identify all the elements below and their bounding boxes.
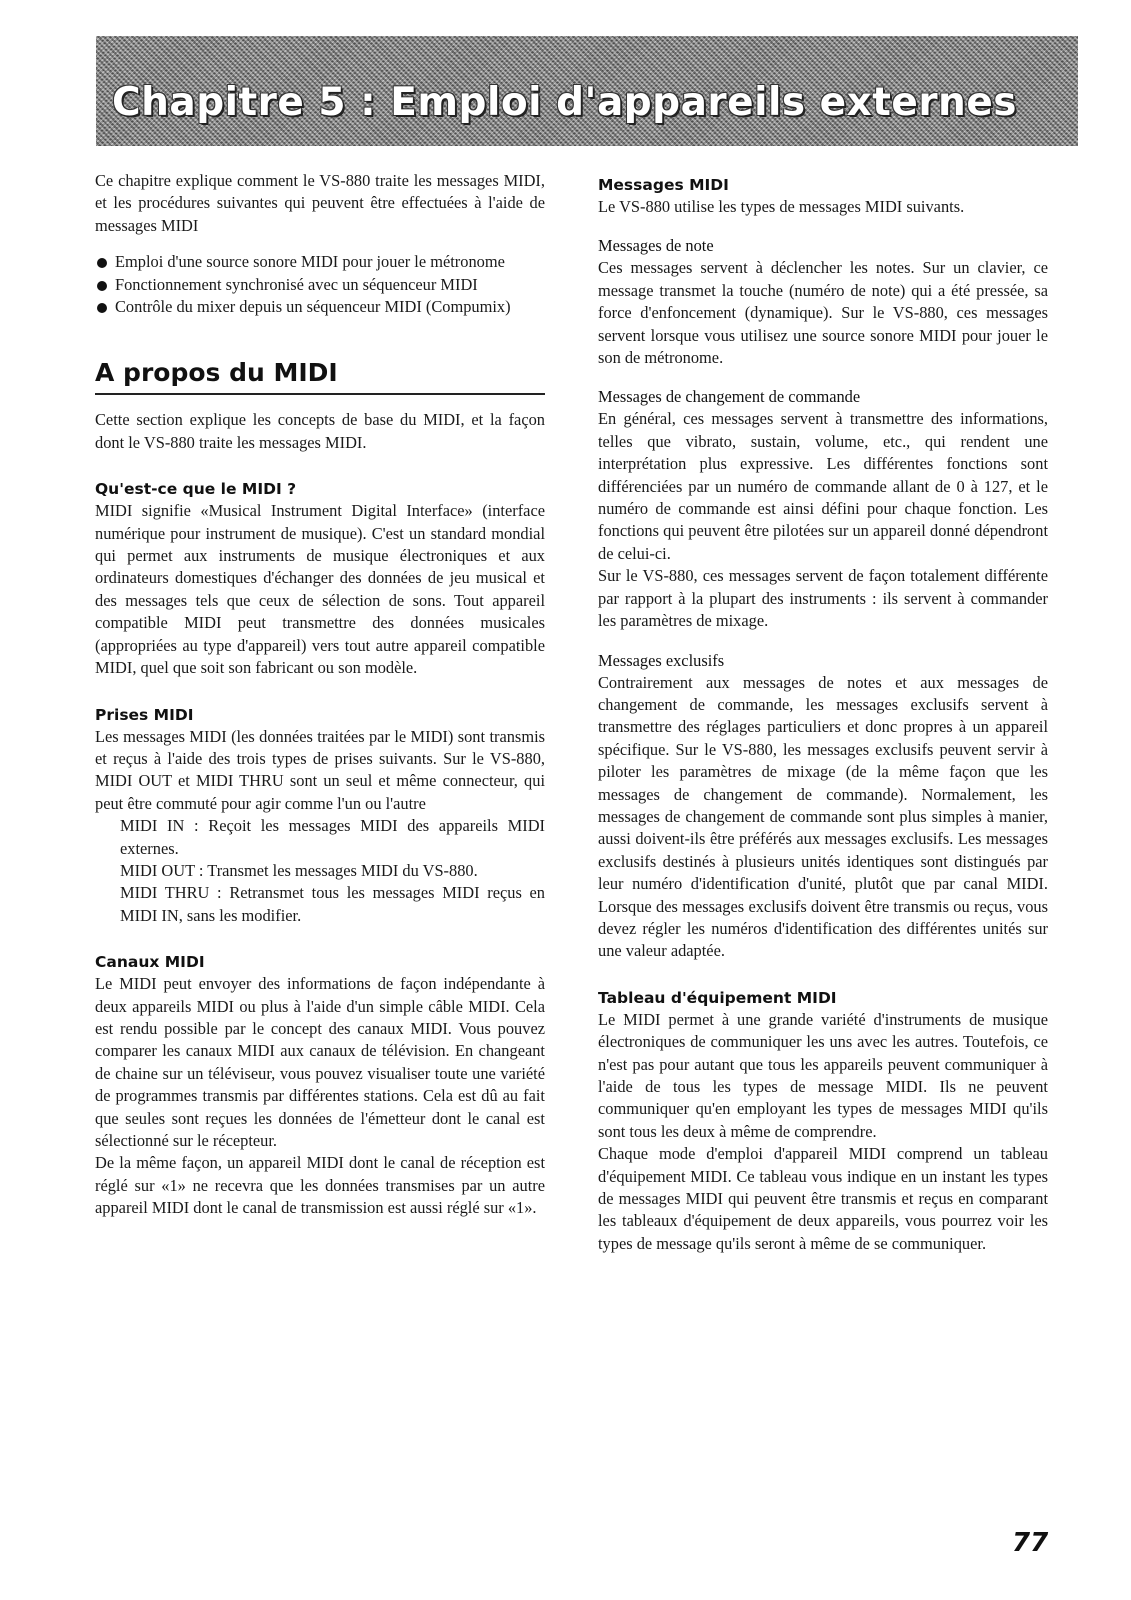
what-is-midi-block (95, 480, 545, 679)
bullet-icon (97, 281, 107, 291)
midi-channels-block (95, 953, 545, 1219)
bullet-item: Contrôle du mixer depuis un séquenceur MIDI (Compumix) (95, 296, 545, 318)
midi-out-item: MIDI OUT : Transmet les messages MIDI du VS-880. (120, 860, 478, 880)
intro-bullet-list (95, 251, 545, 318)
note-messages-block (598, 236, 1048, 369)
implementation-chart-paragraph: Le MIDI permet à une grande variété d'instruments de musique électroniques de communiquer les uns avec les autres. Toutefois, ce n'est pas pour autant que tous les appareils peuvent communiquer à l'aide de tous les types de message MIDI. Ils ne peuvent communiquer qu'en employant les types de messages MIDI qu'ils sont tous les deux à même de comprendre. (598, 1009, 1048, 1141)
what-is-midi-heading: Qu'est-ce que le MIDI ? (95, 480, 297, 499)
control-change-paragraph: Sur le VS-880, ces messages servent de façon totalement différente par rapport à la plupart des instruments : ils servent à commander les paramètres de mixage. (598, 566, 1048, 631)
left-column (95, 170, 545, 1246)
control-change-heading: Messages de changement de commande (598, 387, 861, 407)
bullet-icon (97, 258, 107, 268)
exclusive-messages-block (598, 651, 1048, 963)
midi-ports-block (95, 706, 545, 928)
right-column (598, 176, 1048, 1281)
midi-channels-paragraph: Le MIDI peut envoyer des informations de façon indépendante à deux appareils MIDI ou plus à l'aide d'un simple câble MIDI. Cela est rendu possible par le concept des canaux MIDI. Vous pouvez comparer les canaux MIDI aux canaux de télévision. En changeant de chaine sur un téléviseur, vous pouvez visualiser toute une variété de programmes transmis par différentes stations. Cela est dû au fait que seules sont reçues les données de l'émetteur dont le canal est sélectionné sur le récepteur. (95, 974, 545, 1150)
midi-channels-heading: Canaux MIDI (95, 953, 205, 972)
implementation-chart-heading: Tableau d'équipement MIDI (598, 988, 837, 1007)
section-intro: Cette section explique les concepts de base du MIDI, et la façon dont le VS-880 traite les messages MIDI. (95, 410, 545, 452)
midi-thru-item: MIDI THRU : Retransmet tous les messages MIDI reçus en MIDI IN, sans les modifier. (120, 883, 545, 925)
bullet-icon (97, 303, 107, 313)
section-title: A propos du MIDI (95, 358, 545, 395)
exclusive-messages-heading: Messages exclusifs (598, 650, 725, 670)
midi-messages-block (598, 176, 1048, 218)
bullet-item: Emploi d'une source sonore MIDI pour jouer le métronome (95, 251, 545, 273)
control-change-block (598, 387, 1048, 632)
midi-ports-text: Les messages MIDI (les données traitées par le MIDI) sont transmis et reçus à l'aide des trois types de prises suivants. Sur le VS-880, MIDI OUT et MIDI THRU sont un seul et même connecteur, qui peut être commuté pour agir comme l'un ou l'autre (95, 726, 545, 813)
what-is-midi-text: MIDI signifie «Musical Instrument Digital Interface» (interface numérique pour instrument de musique). C'est un standard mondial qui permet aux instruments de musique électroniques et aux ordinateurs domestiques d'échanger des données de jeu musical et des messages tels que ceux de sélection de sons. Tout appareil compatible MIDI peut transmettre des données musicales (appropriées au type d'appareil) vers tout autre appareil compatible MIDI, quel que soit son fabricant ou son modèle. (95, 501, 545, 678)
intro-text: Ce chapitre explique comment le VS-880 traite les messages MIDI, et les procédures suivantes qui peuvent être effectuées à l'aide de messages MIDI (95, 171, 545, 235)
bullet-item: Fonctionnement synchronisé avec un séquenceur MIDI (95, 274, 545, 296)
control-change-paragraph: En général, ces messages servent à transmettre des informations, telles que vibrato, sustain, volume, etc., qui rendent une interprétation plus expressive. Les différentes fonctions sont différenciées par un numéro de commande allant de 0 à 127, et le numéro de commande est ainsi défini pour chaque fonction. Les fonctions qui peuvent être pilotées sur un appareil donné dépendront de celui-ci. (598, 409, 1048, 563)
implementation-chart-block (598, 989, 1048, 1255)
implementation-chart-paragraph: Chaque mode d'emploi d'appareil MIDI comprend un tableau d'équipement MIDI. Ce tableau vous indique en un instant les types de messages MIDI qui peuvent être transmis et reçus en comparant les tableaux d'équipement de deux appareils, vous pourrez voir les types de message qu'ils seront à même de se communiquer. (598, 1144, 1048, 1253)
chapter-banner (96, 36, 1078, 146)
chapter-title: Chapitre 5 : Emploi d'appareils externes (112, 80, 1017, 125)
midi-messages-text: Le VS-880 utilise les types de messages MIDI suivants. (598, 197, 965, 216)
midi-ports-heading: Prises MIDI (95, 705, 194, 724)
midi-messages-heading: Messages MIDI (598, 176, 729, 194)
page-number: 77 (1012, 1528, 1049, 1558)
note-messages-heading: Messages de note (598, 236, 714, 256)
exclusive-messages-paragraph: Contrairement aux messages de notes et aux messages de changement de commande, les messages exclusifs servent à transmettre des réglages particuliers et donc propres à un appareil spécifique. Sur le VS-880, les messages exclusifs peuvent servir à piloter les paramètres de mixage (de la même façon que les messages de changement de commande). Normalement, les messages de changement de commande sont plus simples à manier, aussi doivent-ils être préférés aux messages exclusifs. Les messages exclusifs destinés à plusieurs unités identiques sont distingués par leur numéro d'identification d'unité, plutôt que par canal MIDI. Lorsque des messages exclusifs doivent être transmis ou reçus, vous devez régler les numéros d'identification des différentes unités sur une valeur adaptée. (598, 672, 1048, 961)
midi-in-item: MIDI IN : Reçoit les messages MIDI des appareils MIDI externes. (120, 816, 545, 858)
midi-channels-paragraph: De la même façon, un appareil MIDI dont le canal de réception est réglé sur «1» ne recevra que les données transmises par un autre appareil MIDI dont le canal de transmission est aussi réglé sur «1». (95, 1153, 545, 1218)
note-messages-paragraph: Ces messages servent à déclencher les notes. Sur un clavier, ce message transmet la touche (numéro de note) qui a été pressée, sa force d'enfoncement (dynamique). Sur le VS-880, ces messages servent lorsque vous utilisez une source sonore MIDI pour jouer le son de métronome. (598, 258, 1048, 368)
